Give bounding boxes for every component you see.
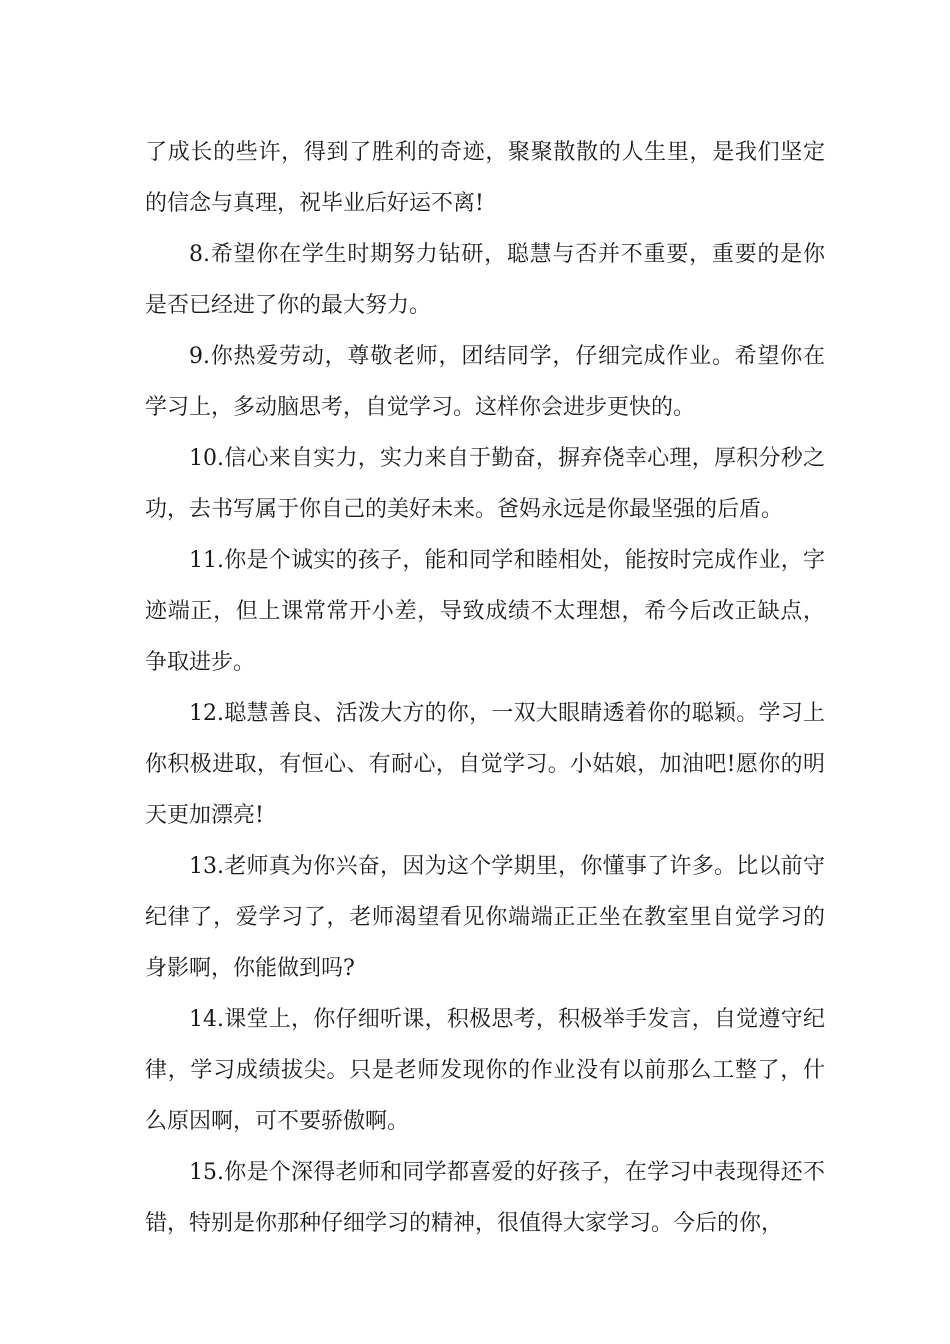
paragraph-item-14: 14.课堂上，你仔细听课，积极思考，积极举手发言，自觉遵守纪律，学习成绩拔尖。只是老师发现你的作业没有以前那么工整了，什么原因啊，可不要骄傲啊。 [145,1007,825,1134]
paragraph-item-9: 9.你热爱劳动，尊敬老师，团结同学，仔细完成作业。希望你在学习上，多动脑思考，自觉学习。这样你会进步更快的。 [145,344,825,420]
paragraph-item-12: 12.聪慧善良、活泼大方的你，一双大眼睛透着你的聪颖。学习上你积极进取，有恒心、有耐心，自觉学习。小姑娘，加油吧!愿你的明天更加漂亮! [145,701,825,828]
paragraph-item-13: 13.老师真为你兴奋，因为这个学期里，你懂事了许多。比以前守纪律了，爱学习了，老师渴望看见你端端正正坐在教室里自觉学习的身影啊，你能做到吗? [145,854,825,981]
paragraph-item-10: 10.信心来自实力，实力来自于勤奋，摒弃侥幸心理，厚积分秒之功，去书写属于你自己的美好未来。爸妈永远是你最坚强的后盾。 [145,446,825,522]
paragraph-item-15: 15.你是个深得老师和同学都喜爱的好孩子，在学习中表现得还不错，特别是你那种仔细学习的精神，很值得大家学习。今后的你， [145,1160,825,1236]
paragraph-continuation: 了成长的些许，得到了胜利的奇迹，聚聚散散的人生里，是我们坚定的信念与真理，祝毕业后好运不离! [145,140,825,216]
paragraph-item-11: 11.你是个诚实的孩子，能和同学和睦相处，能按时完成作业，字迹端正，但上课常常开小差，导致成绩不太理想，希今后改正缺点，争取进步。 [145,548,825,675]
paragraph-item-8: 8.希望你在学生时期努力钻研，聪慧与否并不重要，重要的是你是否已经进了你的最大努力。 [145,242,825,318]
document-body [145,127,825,1249]
